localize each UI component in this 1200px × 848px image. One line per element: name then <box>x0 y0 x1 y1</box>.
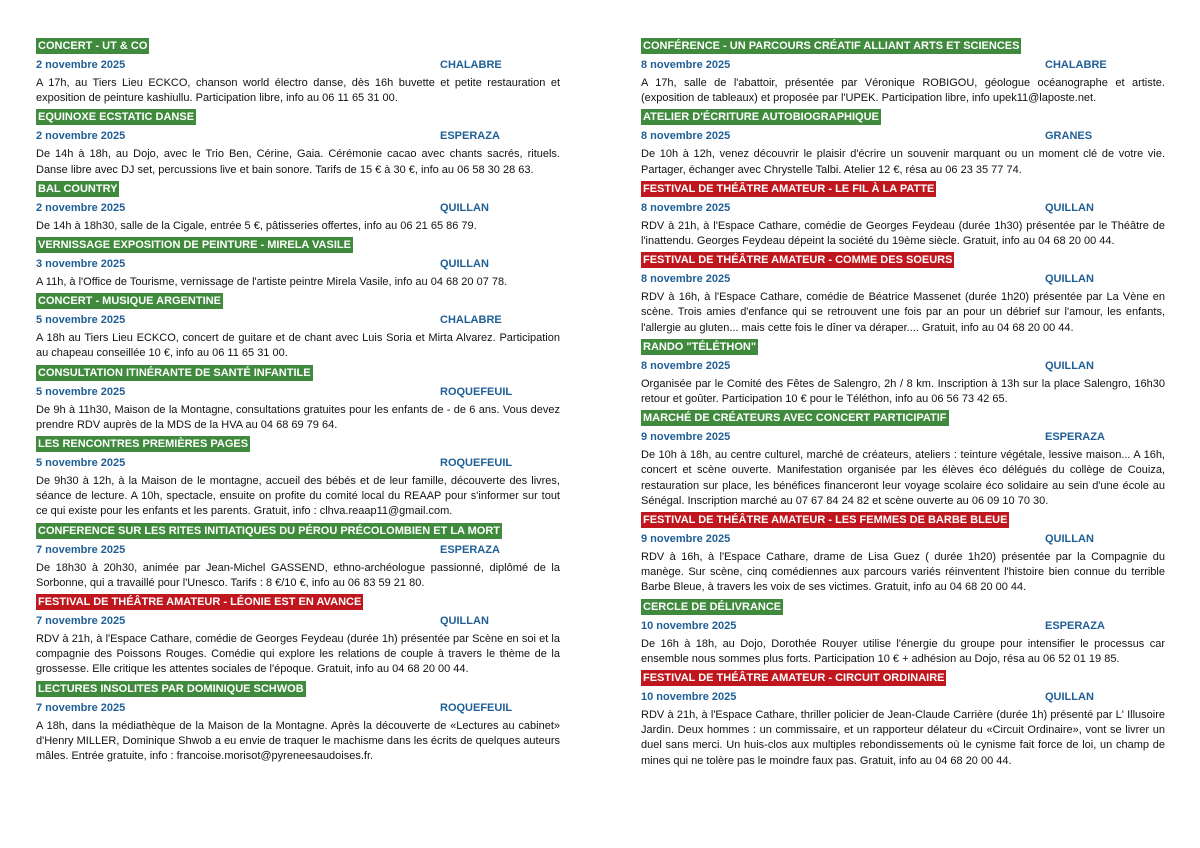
event-description: Organisée par le Comité des Fêtes de Salengro, 2h / 8 km. Inscription à 13h sur la place Salengro, 16h30 retour et goûter. Participation 10 € pour le Téléthon, info au 06 56 73 42 65. <box>641 377 1165 406</box>
event-date: 8 novembre 2025 <box>641 273 731 286</box>
event-title: CONCERT - MUSIQUE ARGENTINE <box>38 295 221 308</box>
event-title: LECTURES INSOLITES PAR DOMINIQUE SCHWOB <box>38 682 304 695</box>
event-item <box>36 363 560 433</box>
event-title: FESTIVAL DE THÉÂTRE AMATEUR - LES FEMMES DE BARBE BLEUE <box>643 514 1008 527</box>
event-date: 9 novembre 2025 <box>641 533 731 546</box>
event-place: ESPERAZA <box>440 130 500 143</box>
event-title: ATELIER D'ÉCRITURE AUTOBIOGRAPHIQUE <box>643 111 879 124</box>
event-item <box>641 408 1165 509</box>
event-description: RDV à 16h, à l'Espace Cathare, drame de Lisa Guez ( durée 1h20) présentée par la Compagnie du manège. Sur scène, cinq comédiennes aux parcours variés réinventent l'histoire bien connue du terrible Barbe Bleue, à travers les voix de ses victimes. Gratuit, info au 04 68 20 00 44. <box>641 551 1165 594</box>
event-place: QUILLAN <box>1045 533 1094 546</box>
event-date: 7 novembre 2025 <box>36 543 126 556</box>
event-place: QUILLAN <box>1045 359 1094 372</box>
event-place: GRANES <box>1045 130 1093 143</box>
event-place: QUILLAN <box>1045 201 1094 214</box>
event-title: LES RENCONTRES PREMIÈRES PAGES <box>38 438 249 451</box>
event-title: FESTIVAL DE THÉÂTRE AMATEUR - CIRCUIT ORDINAIRE <box>643 672 945 685</box>
event-title: VERNISSAGE EXPOSITION DE PEINTURE - MIRELA VASILE <box>38 239 351 252</box>
event-meta <box>641 532 1165 546</box>
event-meta <box>36 313 560 327</box>
event-title: CONCERT - UT & CO <box>38 40 148 52</box>
event-meta <box>36 129 560 143</box>
event-meta <box>641 129 1165 143</box>
event-place: CHALABRE <box>440 314 502 327</box>
event-item <box>641 107 1165 177</box>
event-item <box>641 179 1165 249</box>
event-meta <box>36 701 560 715</box>
event-meta <box>641 359 1165 373</box>
event-title: FESTIVAL DE THÉÂTRE AMATEUR - LÉONIE EST EN AVANCE <box>38 596 362 609</box>
event-date: 2 novembre 2025 <box>36 130 126 143</box>
event-date: 3 novembre 2025 <box>36 258 126 271</box>
event-title: EQUINOXE ECSTATIC DANSE <box>38 111 195 124</box>
event-item <box>641 250 1165 336</box>
event-item <box>641 337 1165 407</box>
event-place: ESPERAZA <box>440 543 500 556</box>
event-item <box>36 235 560 290</box>
event-date: 8 novembre 2025 <box>641 130 731 143</box>
event-meta <box>641 272 1165 286</box>
event-title: RANDO "TÉLÉTHON" <box>643 340 757 353</box>
event-item <box>641 510 1165 596</box>
event-date: 2 novembre 2025 <box>36 201 126 214</box>
event-meta <box>36 456 560 470</box>
event-date: 5 novembre 2025 <box>36 314 126 327</box>
event-place: QUILLAN <box>440 201 489 214</box>
event-description: A 18h au Tiers Lieu ECKCO, concert de guitare et de chant avec Luis Soria et Mirta Alvarez. Participation au chapeau conseillée 10 €, info au 06 11 65 31 00. <box>36 332 560 360</box>
event-meta <box>36 58 560 72</box>
event-description: De 18h30 à 20h30, animée par Jean-Michel GASSEND, ethno-archéologue passionné, diplômé de la Sorbonne, qui a travaillé pour l'Unesco. Tarifs : 8 €/10 €, info au 06 83 59 21 80. <box>36 561 560 589</box>
event-item <box>36 679 560 765</box>
event-item <box>641 597 1165 667</box>
event-title: CERCLE DE DÉLIVRANCE <box>643 600 782 613</box>
event-description: De 14h à 18h30, salle de la Cigale, entrée 5 €, pâtisseries offertes, info au 06 21 65 86 79. <box>36 219 477 232</box>
event-item <box>36 107 560 177</box>
event-description: De 10h à 12h, venez découvrir le plaisir d'écrire un souvenir marquant ou un moment clé de votre vie. Partager, échanger avec Chrystelle Talbi. Atelier 12 €, résa au 06 23 35 77 74. <box>641 148 1165 176</box>
event-meta <box>641 430 1165 444</box>
right-column <box>641 36 1165 770</box>
event-date: 10 novembre 2025 <box>641 619 737 632</box>
event-description: RDV à 16h, à l'Espace Cathare, comédie de Béatrice Massenet (durée 1h20) présentée par La Vène en scène. Trois amies d'enfance qui se retrouvent une fois par an pour un débrief sur l'amour, les enfants, l'allergie au gluten... mais cette fois le dîner va déraper.... Gratuit, info au 04 68 20 00 44. <box>641 291 1165 334</box>
event-date: 8 novembre 2025 <box>641 201 731 214</box>
event-description: De 14h à 18h, au Dojo, avec le Trio Ben, Cérine, Gaia. Cérémonie cacao avec chants sacrés, rituels. Danse libre avec DJ set, percussions live et bain sonore. Tarifs de 15 € à 30 €, info au 06 58 30 28 63. <box>36 148 560 176</box>
event-place: ROQUEFEUIL <box>440 385 513 398</box>
event-description: A 18h, dans la médiathèque de la Maison de la Montagne. Après la découverte de «Lectures au cabinet» d'Henry MILLER, Dominique Shwob a eu envie de traquer le machisme dans les écrits de quelques auteurs mâles. Entrée gratuite, info : francoise.morisot@pyreneesaudoises.fr. <box>36 719 560 763</box>
event-place: QUILLAN <box>1045 691 1094 704</box>
event-title: BAL COUNTRY <box>38 182 118 195</box>
event-meta <box>36 614 560 628</box>
event-description: A 17h, salle de l'abattoir, présentée par Véronique ROBIGOU, géologue océanographe et artiste. (exposition de tableaux) et proposée par l'UPEK. Participation libre, info upek11@laposte.net. <box>641 77 1165 105</box>
event-title: FESTIVAL DE THÉÂTRE AMATEUR - COMME DES SOEURS <box>643 254 953 267</box>
event-place: QUILLAN <box>440 258 489 271</box>
event-description: A 17h, au Tiers Lieu ECKCO, chanson world électro danse, dès 16h buvette et petite restauration et exposition de peinture kashiullu. Participation libre, info au 06 11 65 31 00. <box>36 77 560 105</box>
event-date: 7 novembre 2025 <box>36 701 126 714</box>
event-date: 7 novembre 2025 <box>36 615 126 628</box>
event-date: 8 novembre 2025 <box>641 359 731 372</box>
event-item <box>641 668 1165 769</box>
event-item <box>36 36 560 106</box>
event-place: QUILLAN <box>1045 273 1094 286</box>
event-place: CHALABRE <box>1045 59 1107 71</box>
event-item <box>36 521 560 591</box>
event-place: ROQUEFEUIL <box>440 701 513 714</box>
event-date: 5 novembre 2025 <box>36 385 126 398</box>
event-title: CONSULTATION ITINÉRANTE DE SANTÉ INFANTILE <box>38 366 311 379</box>
left-column <box>36 36 560 765</box>
event-date: 8 novembre 2025 <box>641 59 731 71</box>
event-date: 2 novembre 2025 <box>36 59 126 71</box>
event-meta <box>36 257 560 271</box>
event-date: 9 novembre 2025 <box>641 431 731 444</box>
event-meta <box>36 201 560 215</box>
event-meta <box>641 619 1165 633</box>
event-description: RDV à 21h, à l'Espace Cathare, comédie de Georges Feydeau (durée 1h) présentée par Scène en soi et la compagnie des Poissons Rouges. Comédie qui explore les relations de couple à travers le thème de la grossesse. Elle critique les attentes sociales de l'époque. Gratuit, info au 04 68 20 00 44. <box>36 633 560 676</box>
event-date: 10 novembre 2025 <box>641 691 737 704</box>
event-item <box>36 291 560 361</box>
event-description: De 9h à 11h30, Maison de la Montagne, consultations gratuites pour les enfants de - de 6 ans. Vous devez prendre RDV auprès de la MDS de la HVA au 04 68 69 79 64. <box>36 403 560 431</box>
event-place: ROQUEFEUIL <box>440 457 513 470</box>
event-item <box>36 434 560 520</box>
event-description: RDV à 21h, à l'Espace Cathare, thriller policier de Jean-Claude Carrière (durée 1h) présenté par L' Illusoire Jardin. Deux hommes : un commissaire, et un rapporteur délateur du «Circuit Ordinaire», vont se livrer un duel sans merci. Un huis-clos aux multiples rebondissements où le cynisme fait force de loi, un champ de mines qui ne tolère pas le moindre faux pas. Gratuit, info au 04 68 20 00 44. <box>641 709 1165 767</box>
event-meta <box>641 690 1165 704</box>
event-title: MARCHÉ DE CRÉATEURS AVEC CONCERT PARTICIPATIF <box>643 412 947 425</box>
event-meta <box>641 58 1165 72</box>
event-item <box>36 179 560 234</box>
event-place: ESPERAZA <box>1045 619 1105 632</box>
event-title: CONFÉRENCE - UN PARCOURS CRÉATIF ALLIANT ARTS ET SCIENCES <box>643 40 1020 52</box>
event-description: A 11h, à l'Office de Tourisme, vernissage de l'artiste peintre Mirela Vasile, info au 04 68 20 07 78. <box>36 276 508 289</box>
event-description: RDV à 21h, à l'Espace Cathare, comédie de Georges Feydeau (durée 1h30) présentée par le Théâtre de l'inattendu. Georges Feydeau dépeint la société du 19ème siècle. Gratuit, info au 04 68 20 00 44. <box>641 219 1165 248</box>
event-description: De 10h à 18h, au centre culturel, marché de créateurs, ateliers : teinture végétale, lessive maison... A 16h, concert et scène ouverte. Manifestation organisée par les élèves éco délégués du collège de Couiza, restauration sur place, les bénéfices financeront leur voyage scolaire éco solidaire au sein d'une école au Sénégal. Inscription marché au 07 67 84 24 82 et scène ouverte au 06 09 10 70 30. <box>641 449 1165 507</box>
event-date: 5 novembre 2025 <box>36 457 126 470</box>
event-place: ESPERAZA <box>1045 431 1105 444</box>
event-title: CONFERENCE SUR LES RITES INITIATIQUES DU PÉROU PRÉCOLOMBIEN ET LA MORT <box>38 524 501 537</box>
event-place: QUILLAN <box>440 615 489 628</box>
event-title: FESTIVAL DE THÉÂTRE AMATEUR - LE FIL À LA PATTE <box>643 182 935 195</box>
event-item <box>36 592 560 678</box>
event-description: De 16h à 18h, au Dojo, Dorothée Rouyer utilise l'énergie du groupe pour intensifier le processus car ensemble nous sommes plus forts. Participation 10 € + adhésion au Dojo, résa au 06 52 01 19 85. <box>641 637 1165 665</box>
event-description: De 9h30 à 12h, à la Maison de le montagne, accueil des bébés et de leur famille, découverte des livres, séance de lecture. A 10h, spectacle, ensuite on profite du comité local du REAAP pour s'informer sur tout ce qui existe pour les enfants et les parents. Gratuit, info : clhva.reaap11@gmail.com. <box>36 475 560 518</box>
event-meta <box>36 543 560 557</box>
event-meta <box>641 201 1165 215</box>
event-meta <box>36 385 560 399</box>
event-item <box>641 36 1165 106</box>
event-place: CHALABRE <box>440 59 502 71</box>
